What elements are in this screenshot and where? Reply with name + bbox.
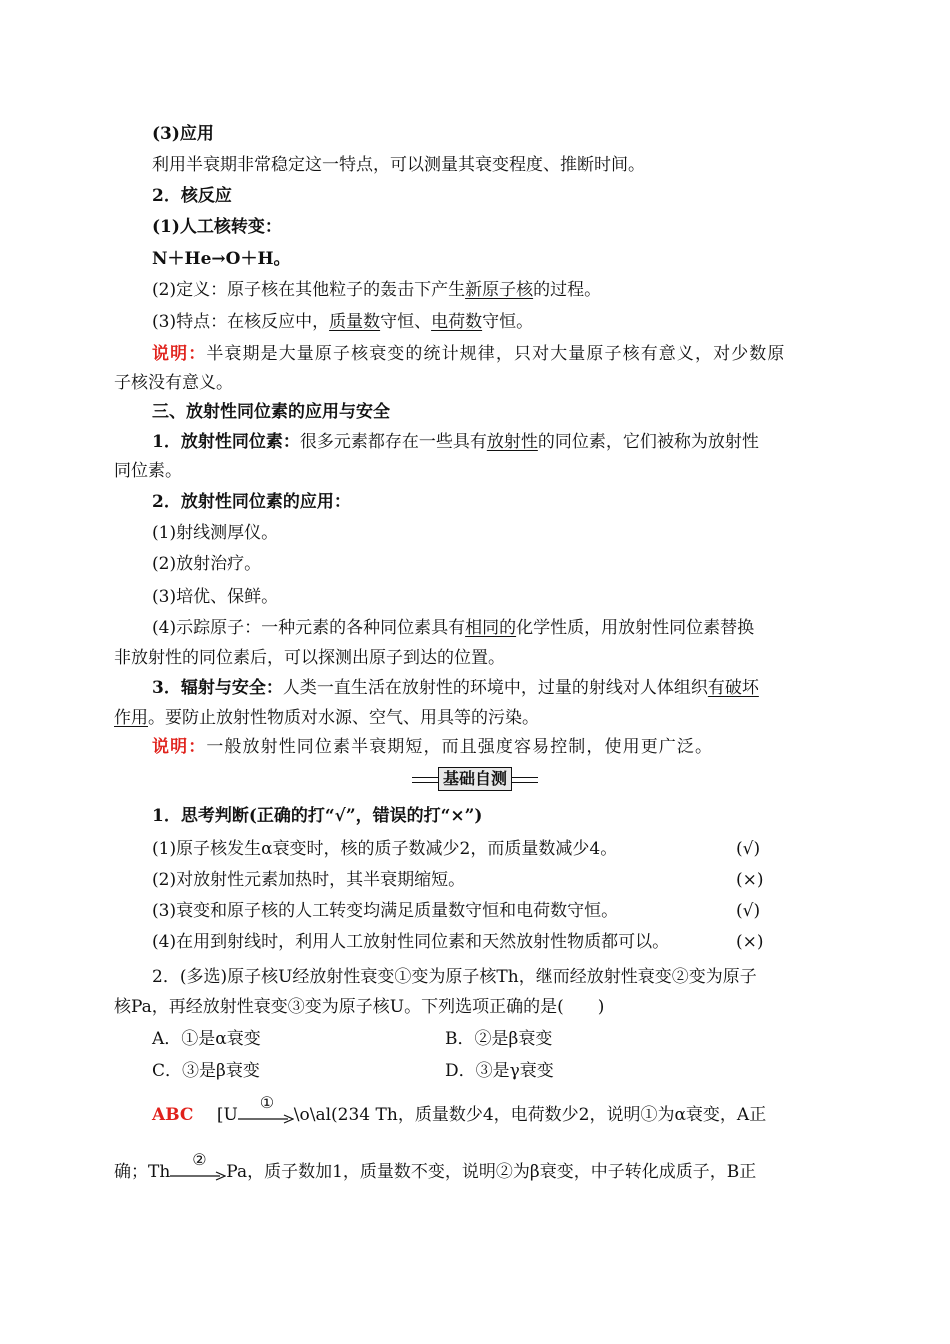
reaction-equation: N＋He→O＋H。: [152, 249, 291, 269]
isotope-cont: 同位素。: [114, 461, 182, 481]
definition-line: [152, 279, 601, 301]
section-3-heading: 三、放射性同位素的应用与安全: [152, 402, 390, 422]
radiation-head: 3．辐射与安全：: [152, 678, 283, 698]
feature-mid: 守恒、: [380, 312, 432, 332]
answer-p2-pre: 确；Th: [114, 1162, 171, 1182]
banner-bar-right: [512, 777, 538, 783]
app-item-1: (1)射线测厚仪。: [152, 523, 279, 543]
radiation-end: 。要防止放射性物质对水源、空气、用具等的污染。: [148, 708, 539, 728]
artificial-transmutation: (1)人工核转变：: [152, 217, 282, 237]
app-item-2: (2)放射治疗。: [152, 554, 262, 574]
q1-mark-4: (×): [736, 932, 764, 952]
option-b: B．②是β衰变: [445, 1029, 553, 1049]
feature-line: [152, 311, 533, 333]
note-1-text: 半衰期是大量原子核衰变的统计规律，只对大量原子核有意义，对少数原: [206, 344, 786, 364]
note-2-text: 一般放射性同位素半衰期短，而且强度容易控制，使用更广泛。: [206, 737, 714, 757]
note-2-label: 说明：: [152, 737, 207, 757]
self-test-banner: [412, 767, 538, 791]
option-d: D．③是γ衰变: [445, 1061, 554, 1081]
note-1-label: 说明：: [152, 344, 207, 364]
option-a: A．①是α衰变: [152, 1029, 261, 1049]
app-item-4-text: (4)示踪原子：一种元素的各种同位素具有: [152, 618, 466, 638]
answer-p1-post: \o\al(234 Th，质量数少4，电荷数少2，说明①为α衰变，A正: [293, 1105, 767, 1125]
q2-stem-1: 2．(多选)原子核U经放射性衰变①变为原子核Th，继而经放射性衰变②变为原子: [152, 967, 757, 987]
q1-item-2: (2)对放射性元素加热时，其半衰期缩短。: [152, 870, 466, 890]
banner-bar-left: [412, 777, 438, 783]
isotope-underline: 放射性: [486, 432, 538, 452]
app-item-4-end: 化学性质，用放射性同位素替换: [516, 618, 755, 638]
feature-text: (3)特点：在核反应中，: [152, 312, 330, 332]
q2-stem-2: 核Pa，再经放射性衰变③变为原子核U。下列选项正确的是( ): [114, 997, 605, 1017]
note-1-cont: 子核没有意义。: [114, 373, 233, 393]
radiation-underline-1: 有破坏: [707, 678, 759, 698]
radiation-underline-2: 作用: [114, 708, 148, 728]
q1-item-4: (4)在用到射线时，利用人工放射性同位素和天然放射性物质都可以。: [152, 932, 670, 952]
definition-underline: 新原子核: [465, 280, 534, 300]
isotope-definition: [152, 431, 759, 453]
feature-underline-charge: 电荷数: [431, 312, 483, 332]
answer-p1-pre: [U: [216, 1105, 238, 1125]
nuclear-reaction-heading: 2．核反应: [152, 186, 232, 206]
q1-title: 1．思考判断(正确的打“√”，错误的打“×”): [152, 806, 483, 826]
q1-item-1: (1)原子核发生α衰变时，核的质子数减少2，而质量数减少4。: [152, 839, 618, 859]
feature-end: 守恒。: [482, 312, 534, 332]
applications-heading: 2．放射性同位素的应用：: [152, 492, 351, 512]
answer-line-2: [114, 1150, 757, 1183]
app-item-4-underline: 相同的: [465, 618, 517, 638]
radiation-cont: [114, 707, 539, 729]
banner-label: 基础自测: [438, 767, 512, 791]
apply-text: 利用半衰期非常稳定这一特点，可以测量其衰变程度、推断时间。: [152, 155, 645, 175]
isotope-end: 的同位素，它们被称为放射性: [537, 432, 759, 452]
arrow-icon-1: [238, 1093, 294, 1126]
definition-end: 的过程。: [533, 280, 602, 300]
note-2: [152, 736, 713, 758]
radiation-text: 人类一直生活在放射性的环境中，过量的射线对人体组织: [282, 678, 708, 698]
isotope-head: 1．放射性同位素：: [152, 432, 300, 452]
arrow-label-1: ①: [259, 1093, 275, 1112]
answer-line-1: [152, 1093, 767, 1126]
note-1: [152, 343, 786, 365]
app-item-4: [152, 617, 754, 639]
apply-heading: (3)应用: [152, 124, 214, 144]
option-c: C．③是β衰变: [152, 1061, 260, 1081]
arrow-icon-2: [170, 1150, 226, 1183]
answer-p2-post: Pa，质子数加1，质量数不变，说明②为β衰变，中子转化成质子，B正: [226, 1162, 757, 1182]
q1-mark-1: (√): [736, 839, 761, 859]
definition-text: (2)定义：原子核在其他粒子的轰击下产生: [152, 280, 466, 300]
answer-label: ABC: [152, 1105, 194, 1125]
arrow-label-2: ②: [192, 1150, 207, 1169]
q1-item-3: (3)衰变和原子核的人工转变均满足质量数守恒和电荷数守恒。: [152, 901, 619, 921]
app-item-3: (3)培优、保鲜。: [152, 587, 279, 607]
feature-underline-mass: 质量数: [329, 312, 381, 332]
isotope-text: 很多元素都存在一些具有: [299, 432, 487, 452]
q1-mark-2: (×): [736, 870, 764, 890]
q1-mark-3: (√): [736, 901, 761, 921]
radiation-safety: [152, 677, 759, 699]
app-item-4-cont: 非放射性的同位素后，可以探测出原子到达的位置。: [114, 648, 505, 668]
